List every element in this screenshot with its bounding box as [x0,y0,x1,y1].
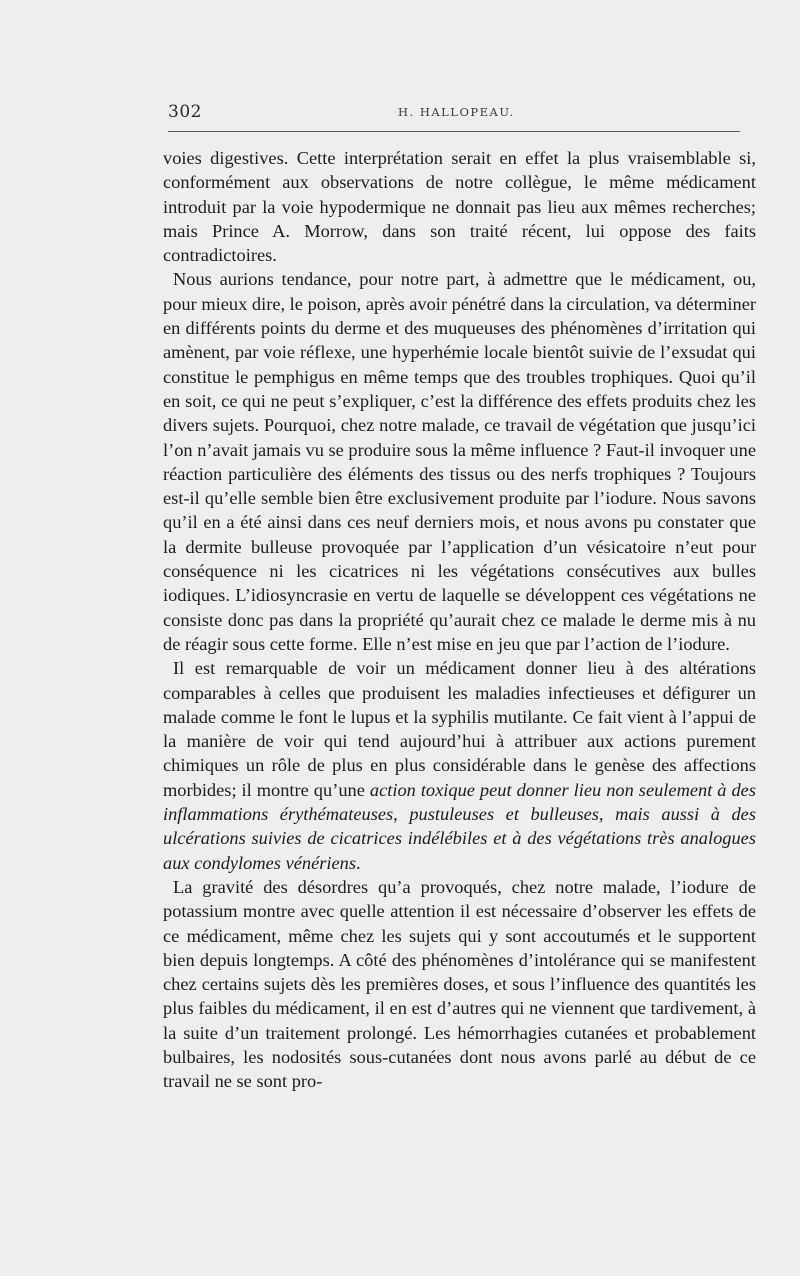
paragraph-text-end: . [356,852,361,873]
paragraph-text: Il est remarquable de voir un médicament donner lieu à des altérations comparables à celles que produisent les maladies infectieuses et défigurer un malade comme le font le lupus et la syphilis mutilante. Ce fait vient à l’appui de la manière de voir qui tend aujourd’hui à attribuer aux actions purement chimiques un rôle de plus en plus considérable dans le genèse des affections morbides; il montre qu’une [163,658,756,800]
paragraph-continuation: voies digestives. Cette interprétation serait en effet la plus vraisemblable si, conformément aux observations de notre collègue, le même médicament introduit par la voie hypodermique ne donnait pas lieu aux mêmes recherches; mais Prince A. Morrow, dans son traité récent, lui oppose des faits contradictoires. [163,148,756,266]
header-rule [168,131,740,132]
paragraph: La gravité des désordres qu’a provoqués, chez notre malade, l’iodure de potassium montre avec quelle attention il est nécessaire d’observer les effets de ce médicament, même chez les sujets qui y sont accoutumés et le supportent bien depuis longtemps. A côté des phénomènes d’intolérance qui se manifestent chez certains sujets dès les premières doses, et sous l’influence des quantités les plus faibles du médicament, il en est d’autres qui ne viennent que tardivement, à la suite d’un traitement prolongé. Les hémorrhagies cutanées et probablement bulbaires, les nodosités sous-cutanées dont nous avons parlé au début de ce travail ne se sont pro- [163,876,756,1092]
paragraph-with-italic [163,656,756,875]
page-number: 302 [168,102,202,122]
running-head-author: H. HALLOPEAU. [398,105,515,119]
italic-emphasis: action toxique peut donner lieu non seulement à des inflammations érythémateuses, pustuleuses et bulleuses, mais aussi à des ulcérations suivies de cicatrices indélébiles et à des végétations très analogues aux condylomes vénériens [163,779,756,873]
page-header [168,102,740,126]
paragraph: Nous aurions tendance, pour notre part, à admettre que le médicament, ou, pour mieux dire, le poison, après avoir pénétré dans la circulation, va déterminer en différents points du derme et des muqueuses des phénomènes d’irritation qui amènent, par voie réflexe, une hyperhémie locale bientôt suivie de l’exsudat qui constitue le pemphigus en même temps que des troubles trophiques. Quoi qu’il en soit, ce qui ne peut s’expliquer, c’est la différence des effets produits chez les divers sujets. Pourquoi, chez notre malade, ce travail de végétation que jusqu’ici l’on n’avait jamais vu se produire sous la même influence ? Faut-il invoquer une réaction particulière des éléments des tissus ou des nerfs trophiques ? Toujours est-il qu’elle semble bien être exclusivement produite par l’iodure. Nous savons qu’il en a été ainsi dans ces neuf derniers mois, et nous avons pu constater que la dermite bulleuse provoquée par l’application d’un vésicatoire n’eut pour conséquence ni les cicatrices ni les végétations consécutives aux bulles iodiques. L’idiosyncrasie en vertu de laquelle se développent ces végétations ne consiste donc pas dans la propriété qu’aurait chez ce malade le derme mis à nu de réagir sous cette forme. Elle n’est mise en jeu que par l’action de l’iodure. [163,269,756,654]
body-text [163,146,756,1094]
